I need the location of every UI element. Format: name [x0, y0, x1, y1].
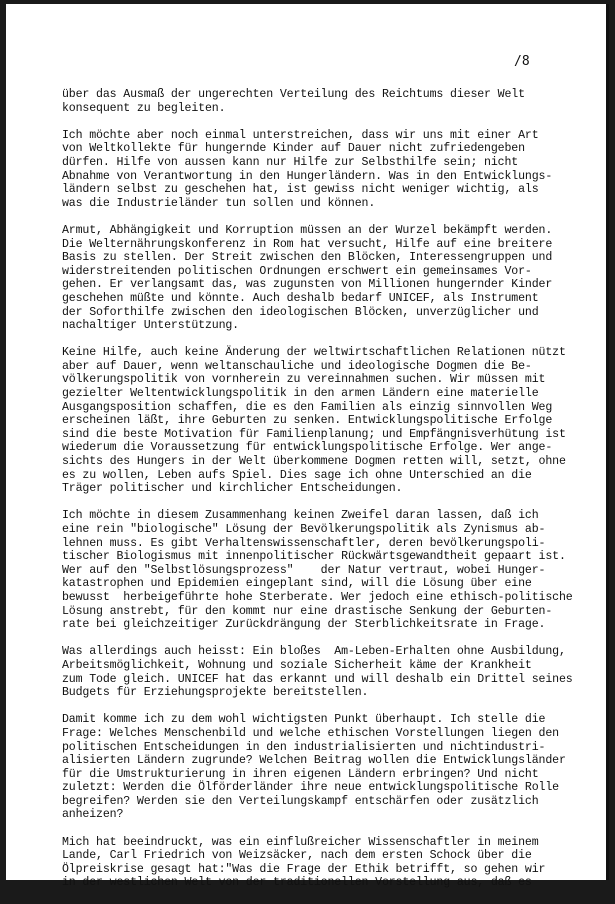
paragraph-7: Damit komme ich zu dem wohl wichtigsten Punkt überhaupt. Ich stelle die Frage: Welches Menschenbild und welche ethischen Vorstellungen liegen den politischen Entscheidungen in den industrialisierten und nichtindustri- alisierten Ländern zugrunde? Welchen Beitrag wollen die Entwicklungsländer für die Umstrukturierung in ihren eigenen Ländern erbringen? Und nicht zuletzt: Werden die Ölförderländer ihre neue entwicklungspolitische Rolle begreifen? Werden sie den Verteilungskampf entschärfen oder zusätzlich anheizen? — [62, 713, 566, 822]
document-body — [62, 88, 602, 904]
page-number: /8 — [514, 54, 530, 69]
document-page — [6, 4, 609, 890]
paragraph-6: Was allerdings auch heisst: Ein bloßes Am-Leben-Erhalten ohne Ausbildung, Arbeitsmöglichkeit, Wohnung und soziale Sicherheit käme der Krankheit zum Tode gleich. UNICEF hat das erkannt und will deshalb ein Drittel seines Budgets für Erziehungsprojekte bereitstellen. — [62, 645, 573, 700]
paragraph-5: Ich möchte in diesem Zusammenhang keinen Zweifel daran lassen, daß ich eine rein "biologische" Lösung der Bevölkerungspolitik als Zynismus ab- lehnen muss. Es gibt Verhaltenswissenschaftler, deren bevölkerungspoli- tischer Biologismus mit innenpolitischer Rückwärtsgewandtheit gepaart ist. Wer auf den "Selbstlösungsprozess" der Natur vertraut, wobei Hunger- katastrophen und Epidemien eingeplant sind, will die Lösung über eine bewusst herbeigeführte hohe Sterberate. Wer jedoch eine ethisch-politische Lösung anstrebt, für den kommt nur eine drastische Senkung der Geburten- rate bei gleichzeitiger Zurückdrängung der Sterblichkeitsrate in Frage. — [62, 509, 573, 632]
paragraph-3: Armut, Abhängigkeit und Korruption müssen an der Wurzel bekämpft werden. Die Welternährungskonferenz in Rom hat versucht, Hilfe auf eine breitere Basis zu stellen. Der Streit zwischen den Blöcken, Interessengruppen und widerstreitenden politischen Ordnungen erschwert ein gemeinsames Vor- gehen. Er verlangsamt das, was zugunsten von Millionen hungernder Kinder geschehen müßte und könnte. Auch deshalb bedarf UNICEF, als Instrument der Soforthilfe zwischen den ideologischen Blöcken, unverzüglicher und nachaltiger Unterstützung. — [62, 223, 553, 333]
paragraph-1: über das Ausmaß der ungerechten Verteilung des Reichtums dieser Welt konsequent zu begleiten. — [62, 88, 525, 115]
paragraph-2: Ich möchte aber noch einmal unterstreichen, dass wir uns mit einer Art von Weltkollekte für hungernde Kinder auf Dauer nicht zufriedengeben dürfen. Hilfe von aussen kann nur Hilfe zur Selbsthilfe sein; nicht Abnahme von Verantwortung in den Hungerländern. Was in den Entwicklungs- ländern selbst zu geschehen hat, ist gewiss nicht weniger wichtig, als was die Industrieländer tun sollen und können. — [62, 128, 553, 210]
paragraph-8: Mich hat beeindruckt, was ein einflußreicher Wissenschaftler in meinem Lande, Carl Friedrich von Weizsäcker, nach dem ersten Schock über die Ölpreiskrise gesagt hat:"Was die Frage der Ethik betrifft, so gehen wir in der westlichen Welt von der traditionellen Vorstellung aus, daß es — [62, 835, 546, 890]
paragraph-4: Keine Hilfe, auch keine Änderung der weltwirtschaftlichen Relationen nützt aber auf Dauer, wenn weltanschauliche und ideologische Dogmen die Be- völkerungspolitik von vornherein zu vereinnahmen suchen. Wir müssen mit gezielter Weltentwicklungspolitik in den armen Ländern eine materielle Ausgangsposition schaffen, die es den Familien als einzig sinnvollen Weg erscheinen läßt, ihre Geburten zu senken. Entwicklungspolitische Erfolge sind die beste Motivation für Familienplanung; und Empfängnisverhütung ist wiederum die Voraussetzung für entwicklungspolitische Erfolge. Wer ange- sichts des Hungers in der Welt überkommene Dogmen retten will, setzt, ohne es zu wollen, Leben aufs Spiel. Dies sage ich ohne Unterschied an die Träger politischer und kirchlicher Entscheidungen. — [62, 346, 566, 496]
